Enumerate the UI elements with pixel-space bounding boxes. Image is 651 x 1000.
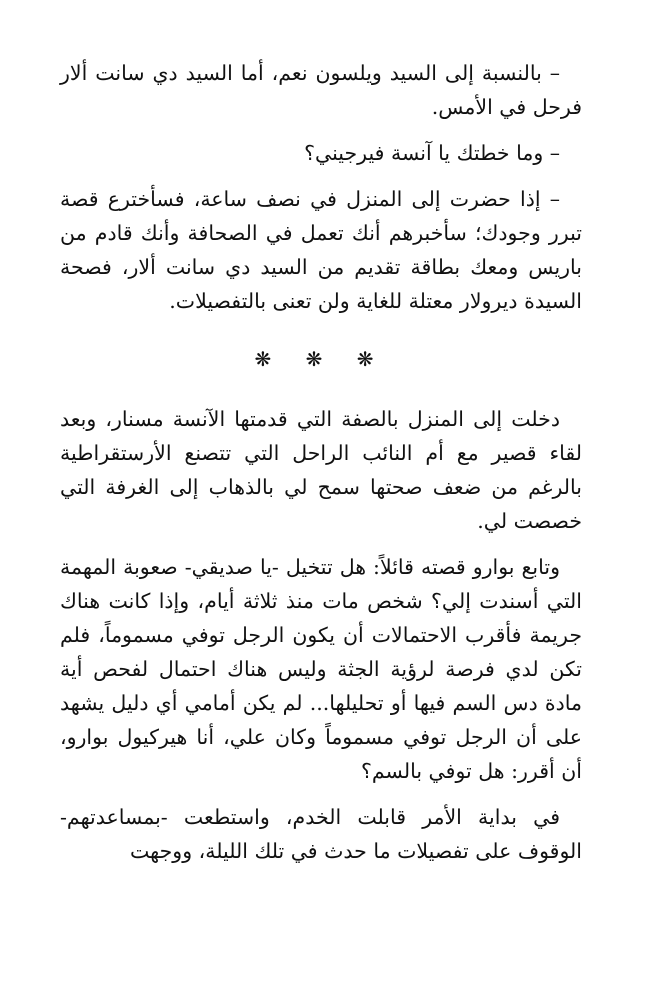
dialogue-paragraph-2: – وما خطتك يا آنسة فيرجيني؟ xyxy=(304,141,560,165)
dialogue-paragraph-1: – بالنسبة إلى السيد ويلسون نعم، أما السيد دي سانت ألار فرحل في الأمس. xyxy=(60,61,582,119)
narrative-paragraph-2: وتابع بوارو قصته قائلاً: هل تتخيل -يا صديقي- صعوبة المهمة التي أسندت إلي؟ شخص مات منذ ثلاثة أيام، وإذا كانت هناك جريمة فأقرب الاحتمالات أن يكون الرجل توفي مسموماً، فلم تكن لدي فرصة لرؤية الجثة وليس هناك احتمال لفحص أية مادة دس السم فيها أو تحليلها... لم يكن أمامي أي دليل يشهد على أن الرجل توفي مسموماً وكان علي، أنا هيركيول بوارو، أن أقرر: هل توفي بالسم؟ xyxy=(60,555,582,783)
narrative-paragraph-1: دخلت إلى المنزل بالصفة التي قدمتها الآنسة مسنار، وبعد لقاء قصير مع أم النائب الراحل التي تتصنع الأرستقراطية بالرغم من ضعف صحتها سمح لي بالذهاب إلى الغرفة التي خصصت لي. xyxy=(60,407,582,533)
section-separator: ❋ ❋ ❋ xyxy=(254,347,388,371)
book-page xyxy=(60,56,582,880)
dialogue-paragraph-3: – إذا حضرت إلى المنزل في نصف ساعة، فسأخترع قصة تبرر وجودك؛ سأخبرهم أنك تعمل في الصحافة وأنك قادم من باريس ومعك بطاقة تقديم من السيد دي سانت ألار، فصحة السيدة ديرولار معتلة للغاية ولن تعنى بالتفصيلات. xyxy=(60,187,582,313)
narrative-paragraph-3: في بداية الأمر قابلت الخدم، واستطعت -بمساعدتهم- الوقوف على تفصيلات ما حدث في تلك الليلة، ووجهت xyxy=(60,805,582,863)
